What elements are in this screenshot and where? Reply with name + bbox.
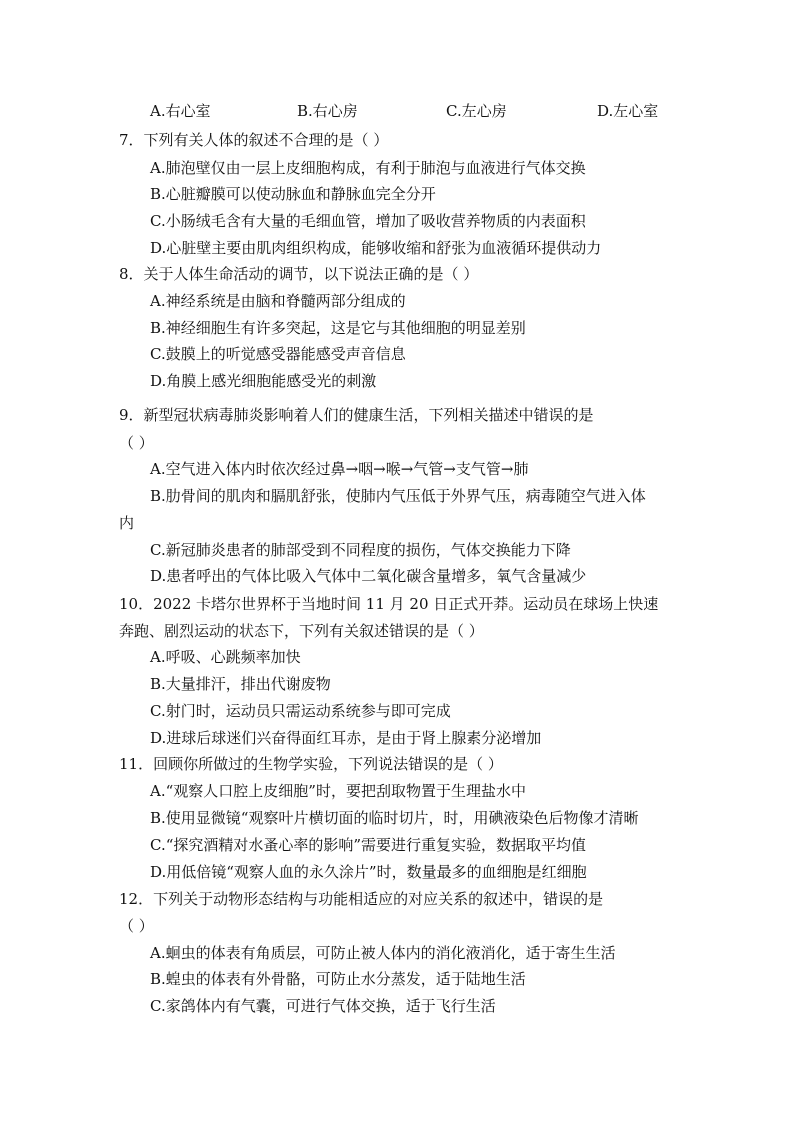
question-11-option-d: D.用低倍镜“观察人血的永久涂片”时，数量最多的血细胞是红细胞: [150, 863, 587, 881]
question-9-option-b: B.肋骨间的肌肉和膈肌舒张，使肺内气压低于外界气压，病毒随空气进入体: [150, 487, 646, 505]
question-9-option-a: A.空气进入体内时依次经过鼻→咽→喉→气管→支气管→肺: [150, 460, 529, 478]
question-10-stem: 10．2022 卡塔尔世界杯于当地时间 11 月 20 日正式开莽。运动员在球场上快速: [119, 595, 659, 613]
question-10-stem-continuation: 奔跑、剧烈运动的状态下，下列有关叙述错误的是（ ）: [119, 622, 484, 640]
question-11-option-b: B.使用显微镜“观察叶片横切面的临时切片，时，用碘液染色后物像才清晰: [150, 809, 639, 827]
question-11-option-c: C.“探究酒精对水蚤心率的影响”需要进行重复实验，数据取平均值: [150, 836, 587, 854]
question-9-stem: 9．新型冠状病毒肺炎影响着人们的健康生活，下列相关描述中错误的是: [119, 406, 594, 424]
question-12-stem: 12．下列关于动物形态结构与功能相适应的对应关系的叙述中，错误的是: [119, 890, 604, 908]
question-8-option-b: B.神经细胞生有许多突起，这是它与其他细胞的明显差别: [150, 319, 526, 337]
question-10-option-a: A.呼吸、心跳频率加快: [150, 648, 301, 666]
question-11-option-a: A.“观察人口腔上皮细胞”时，要把刮取物置于生理盐水中: [150, 782, 526, 800]
prev-question-options: [0, 101, 794, 121]
option-c: C.左心房: [446, 102, 507, 120]
question-9-option-c: C.新冠肺炎患者的肺部受到不同程度的损伤，气体交换能力下降: [150, 541, 571, 559]
question-7-stem: 7．下列有关人体的叙述不合理的是（ ）: [119, 131, 389, 149]
question-10-option-b: B.大量排汗，排出代谢废物: [150, 675, 331, 693]
question-12-stem-continuation: （ ）: [119, 917, 154, 935]
option-d: D.左心室: [597, 102, 659, 120]
question-7-option-a: A.肺泡壁仅由一层上皮细胞构成，有利于肺泡与血液进行气体交换: [150, 159, 586, 177]
question-7-option-c: C.小肠绒毛含有大量的毛细血管，增加了吸收营养物质的内表面积: [150, 212, 586, 230]
question-9-option-b-continuation: 内: [119, 514, 135, 532]
question-12-option-a: A.蛔虫的体表有角质层，可防止被人体内的消化液消化，适于寄生生活: [150, 944, 616, 962]
question-8-option-a: A.神经系统是由脑和脊髓两部分组成的: [150, 292, 406, 310]
option-b: B.右心房: [297, 102, 358, 120]
question-10-option-d: D.进球后球迷们兴奋得面红耳赤，是由于肾上腺素分泌增加: [150, 729, 542, 747]
question-10-option-c: C.射门时，运动员只需运动系统参与即可完成: [150, 702, 451, 720]
question-8-option-d: D.角膜上感光细胞能感受光的刺激: [150, 372, 377, 390]
question-8-option-c: C.鼓膜上的听觉感受器能感受声音信息: [150, 345, 406, 363]
question-12-option-c: C.家鸽体内有气囊，可进行气体交换，适于飞行生活: [150, 997, 496, 1015]
question-9-option-d: D.患者呼出的气体比吸入气体中二氧化碳含量增多，氧气含量减少: [150, 567, 587, 585]
question-11-stem: 11．回顾你所做过的生物学实验，下列说法错误的是（ ）: [119, 755, 503, 773]
option-a: A.右心室: [150, 102, 211, 120]
question-7-option-b: B.心脏瓣膜可以使动脉血和静脉血完全分开: [150, 185, 436, 203]
question-8-stem: 8．关于人体生命活动的调节，以下说法正确的是（ ）: [119, 265, 479, 283]
question-12-option-b: B.蝗虫的体表有外骨骼，可防止水分蒸发，适于陆地生活: [150, 970, 526, 988]
question-9-stem-continuation: （ ）: [119, 434, 154, 452]
question-7-option-d: D.心脏壁主要由肌肉组织构成，能够收缩和舒张为血液循环提供动力: [150, 239, 602, 257]
